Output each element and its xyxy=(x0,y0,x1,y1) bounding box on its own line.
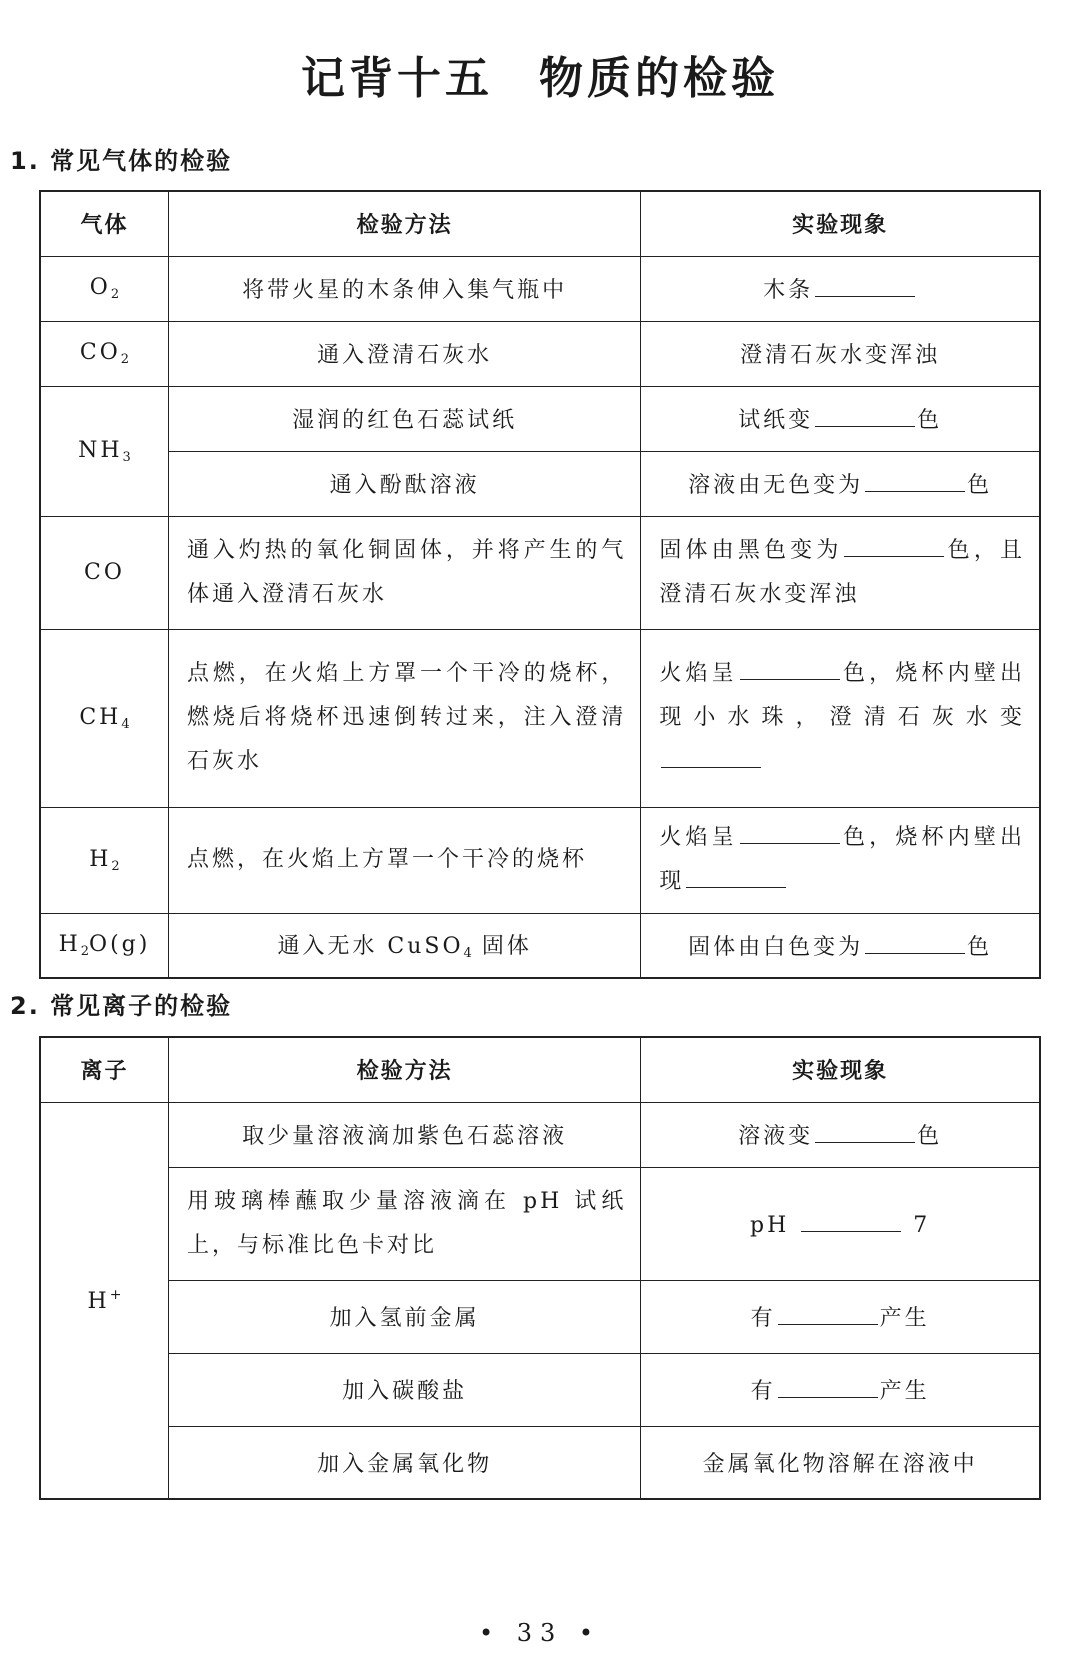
method-cell: 点燃，在火焰上方罩一个干冷的烧杯 xyxy=(168,807,640,913)
title-part-1: 记背十五 xyxy=(301,53,493,104)
answer-blank[interactable] xyxy=(865,469,965,492)
table-row-o2 xyxy=(40,256,1040,321)
answer-blank[interactable] xyxy=(740,657,840,680)
section-1-heading: 1. 常见气体的检验 xyxy=(10,147,233,175)
result-cell: 木条 xyxy=(641,256,1040,321)
gas-cell: $NH_3$ xyxy=(40,386,168,516)
section-2-heading: 2. 常见离子的检验 xyxy=(10,992,233,1020)
answer-blank[interactable] xyxy=(778,1375,878,1398)
result-cell: 金属氧化物溶解在溶液中 xyxy=(641,1426,1040,1499)
header-result: 实验现象 xyxy=(641,191,1040,256)
table-row-nh3-a xyxy=(40,386,1040,451)
method-cell: 通入灼热的氧化铜固体，并将产生的气体通入澄清石灰水 xyxy=(168,516,640,629)
result-cell: 试纸变 色 xyxy=(641,386,1040,451)
gas-cell: CO xyxy=(40,516,168,629)
table-header-row xyxy=(40,191,1040,256)
table-row xyxy=(40,1102,1040,1167)
table-row xyxy=(40,1426,1040,1499)
table-row-ch4 xyxy=(40,629,1040,807)
result-cell: 火焰呈 色，烧杯内壁出现 xyxy=(641,807,1040,913)
method-cell: 通入无水 CuSO$_4$ 固体 xyxy=(168,913,640,978)
table-row xyxy=(40,1280,1040,1353)
method-cell: 用玻璃棒蘸取少量溶液滴在 pH 试纸上，与标准比色卡对比 xyxy=(168,1167,640,1280)
result-cell: 火焰呈 色，烧杯内壁出现小水珠，澄清石灰水变 xyxy=(641,629,1040,807)
answer-blank[interactable] xyxy=(778,1302,878,1325)
header-method: 检验方法 xyxy=(168,1037,640,1102)
header-result: 实验现象 xyxy=(641,1037,1040,1102)
result-cell: 有 产生 xyxy=(641,1280,1040,1353)
gas-cell: $O_2$ xyxy=(40,256,168,321)
page-title xyxy=(0,44,1080,114)
answer-blank[interactable] xyxy=(815,274,915,297)
ion-cell: H+ xyxy=(40,1102,168,1499)
method-cell: 湿润的红色石蕊试纸 xyxy=(168,386,640,451)
method-cell: 取少量溶液滴加紫色石蕊溶液 xyxy=(168,1102,640,1167)
result-cell: 溶液由无色变为 色 xyxy=(641,451,1040,516)
table-row-nh3-b xyxy=(40,451,1040,516)
result-cell: 固体由黑色变为 色，且澄清石灰水变浑浊 xyxy=(641,516,1040,629)
method-cell: 加入氢前金属 xyxy=(168,1280,640,1353)
answer-blank[interactable] xyxy=(865,931,965,954)
method-cell: 点燃，在火焰上方罩一个干冷的烧杯，燃烧后将烧杯迅速倒转过来，注入澄清石灰水 xyxy=(168,629,640,807)
table-row-co2 xyxy=(40,321,1040,386)
table-row-h2o xyxy=(40,913,1040,978)
table-row xyxy=(40,1167,1040,1280)
method-cell: 通入酚酞溶液 xyxy=(168,451,640,516)
gas-cell: $CH_4$ xyxy=(40,629,168,807)
table-row xyxy=(40,1353,1040,1426)
answer-blank[interactable] xyxy=(844,534,944,557)
answer-blank[interactable] xyxy=(740,821,840,844)
answer-blank[interactable] xyxy=(686,865,786,888)
header-ion: 离子 xyxy=(40,1037,168,1102)
answer-blank[interactable] xyxy=(815,404,915,427)
page-number: • 33 • xyxy=(478,1619,602,1647)
gas-test-table xyxy=(39,190,1041,979)
header-method: 检验方法 xyxy=(168,191,640,256)
result-cell: 固体由白色变为 色 xyxy=(641,913,1040,978)
table-row-co xyxy=(40,516,1040,629)
method-cell: 将带火星的木条伸入集气瓶中 xyxy=(168,256,640,321)
result-cell: 溶液变 色 xyxy=(641,1102,1040,1167)
result-cell: 澄清石灰水变浑浊 xyxy=(641,321,1040,386)
result-cell: pH 7 xyxy=(641,1167,1040,1280)
method-cell: 通入澄清石灰水 xyxy=(168,321,640,386)
table-row-h2 xyxy=(40,807,1040,913)
gas-cell: $H_2$ xyxy=(40,807,168,913)
answer-blank[interactable] xyxy=(815,1120,915,1143)
table-header-row xyxy=(40,1037,1040,1102)
answer-blank[interactable] xyxy=(801,1209,901,1232)
method-cell: 加入金属氧化物 xyxy=(168,1426,640,1499)
answer-blank[interactable] xyxy=(661,745,761,768)
gas-cell: $H_2O(g)$ xyxy=(40,913,168,978)
gas-cell: $CO_2$ xyxy=(40,321,168,386)
method-cell: 加入碳酸盐 xyxy=(168,1353,640,1426)
title-part-2: 物质的检验 xyxy=(539,53,779,104)
result-cell: 有 产生 xyxy=(641,1353,1040,1426)
ion-test-table xyxy=(39,1036,1041,1500)
header-gas: 气体 xyxy=(40,191,168,256)
